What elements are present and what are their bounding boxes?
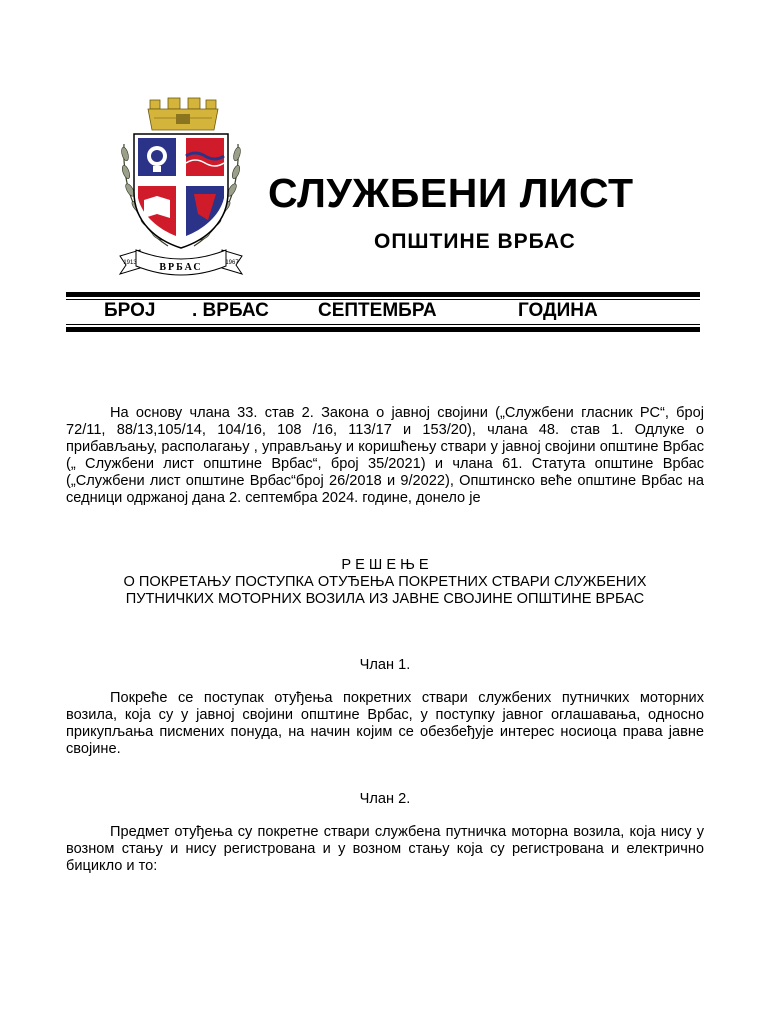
article2-heading: Члан 2. (359, 791, 411, 807)
header-rule-top-thick (66, 292, 700, 297)
issue-place: . ВРБАС (192, 300, 269, 321)
issue-number-label: БРОЈ (104, 300, 156, 321)
shield-icon (134, 134, 228, 248)
issue-line (66, 300, 700, 324)
article1-heading: Члан 1. (359, 657, 411, 673)
crest-year-left: 1913 (123, 260, 137, 266)
issue-year-label: ГОДИНА (518, 300, 598, 321)
header-rule-bottom-thin (66, 324, 700, 325)
article1-paragraph: Покреће се поступак отуђења покретних ствари службених путничких моторних возила, која су у јавној својини општине Врбас, у поступку јавног оглашавања, односно прикупљања писмених понуда, на начин којим се обезбеђује интерес носиоца права јавне својине. (66, 690, 704, 757)
decision-subtitle-line1: О ПОКРЕТАЊУ ПОСТУПКА ОТУЂЕЊА ПОКРЕТНИХ СТВАРИ СЛУЖБЕНИХ (123, 574, 647, 590)
issue-month: СЕПТЕМБРА (318, 300, 437, 321)
gazette-title: СЛУЖБЕНИ ЛИСТ (268, 170, 634, 216)
ribbon-banner (120, 250, 242, 275)
crown-icon (148, 98, 218, 130)
preamble-paragraph: На основу члана 33. став 2. Закона о јавној својини („Службени гласник РС“, број 72/11, 88/13,105/14, 104/16, 108 /16, 113/17 и 153/20), члана 48. став 1. Одлуке о прибављању, располагању , управљању и коришћењу ствари у јавној својини општине Врбас („ Службени лист општине Врбас“, број 35/2021) и члана 61. Статута општине Врбас („Службени лист општине Врбас“број 26/2018 и 9/2022), Општинско веће општине Врбас на седници одржаној дана 2. септембра 2024. године, донело је (66, 405, 704, 506)
municipality-crest (118, 96, 244, 280)
crest-banner-text: ВРБАС (159, 262, 203, 273)
header-rule-bottom-thick (66, 327, 700, 332)
decision-title: Р Е Ш Е Њ Е (341, 557, 429, 573)
decision-heading (66, 557, 704, 608)
crest-year-right: 1967 (225, 260, 239, 266)
decision-subtitle-line2: ПУТНИЧКИХ МОТОРНИХ ВОЗИЛА ИЗ ЈАВНЕ СВОЈИНЕ ОПШТИНЕ ВРБАС (125, 591, 645, 607)
gazette-subtitle: ОПШТИНЕ ВРБАС (374, 230, 576, 253)
article2-paragraph: Предмет отуђења су покретне ствари службена путничка моторна возила, која нису у возном стању и нису регистрована и у возном стању која су регистрована и електрично бицикло и то: (66, 824, 704, 874)
